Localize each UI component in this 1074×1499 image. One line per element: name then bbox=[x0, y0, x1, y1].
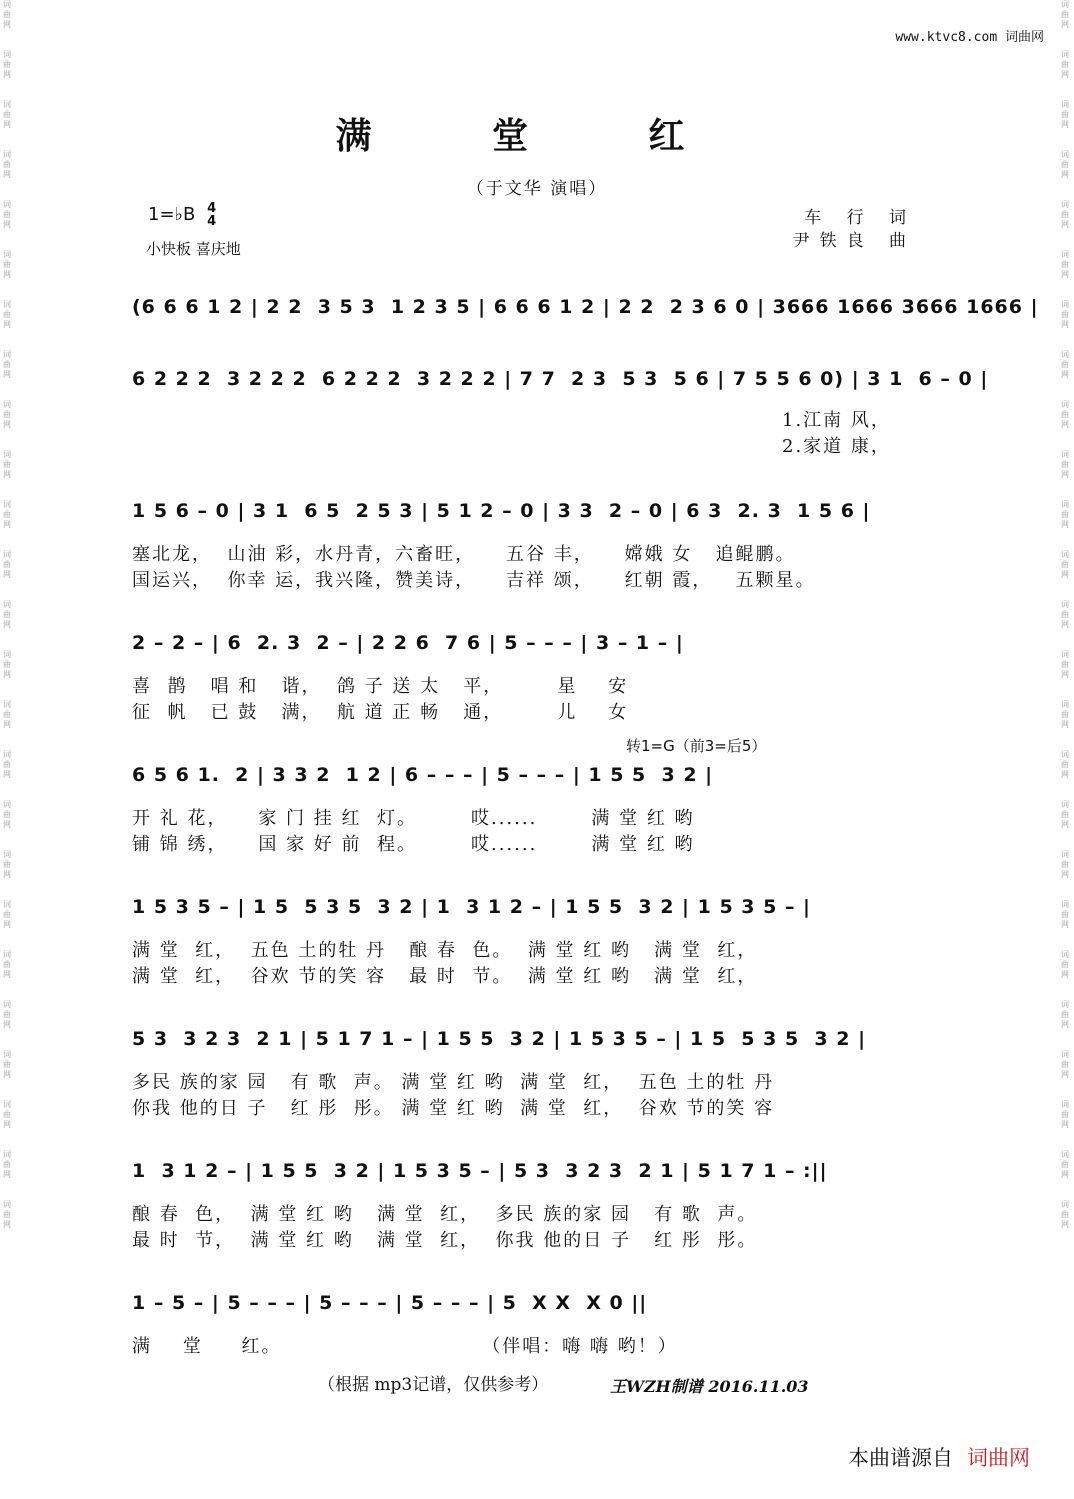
notation-line: 1 5 3 5 – | 1 5 5 3 5 3 2 | 1 3 1 2 – | 1 5 5 3 2 | 1 5 3 5 – | bbox=[132, 896, 811, 918]
lyric-line-2: 最 时 节， 满 堂 红 哟 满 堂 红， 你我 他的日 子 红 彤 彤。 bbox=[132, 1230, 758, 1251]
time-signature bbox=[207, 202, 216, 228]
lyric-line-2: 铺 锦 绣， 国 家 好 前 程。 哎...... 满 堂 红 哟 bbox=[132, 834, 695, 855]
lyricist-credit: 车 行 词 bbox=[804, 208, 916, 228]
notation-line: 1 – 5 – | 5 – – – | 5 – – – | 5 – – – | 5 X X X 0 || bbox=[132, 1292, 648, 1314]
footnote: （根据 mp3记谱，仅供参考） bbox=[318, 1375, 549, 1395]
source-brand[interactable]: 词曲网 bbox=[967, 1446, 1030, 1470]
lyric-line-2: 国运兴， 你幸 运，我兴隆，赞美诗， 吉祥 颂， 红朝 霞， 五颗星。 bbox=[132, 570, 816, 591]
notation-line: 5 3 3 2 3 2 1 | 5 1 7 1 – | 1 5 5 3 2 | 1 5 3 5 – | 1 5 5 3 5 3 2 | bbox=[132, 1028, 867, 1050]
watermark-right: 词 曲 网 词 曲 网 词 曲 网 词 曲 网 词 曲 网 词 曲 网 词 曲 网 词 曲 网 词 曲 网 词 曲 网 词 曲 网 词 曲 网 词 曲 网 词 曲 网 词 曲 网 词 曲 网 词 曲 网 词 曲 网 词 曲 网 词 曲 网 词 曲 网 词 曲 网 词 曲 网 词 曲 网 词 曲 网 bbox=[1061, 0, 1069, 1229]
lyric-line-1: 1.江南 风， bbox=[782, 410, 891, 431]
score-system-6 bbox=[132, 890, 950, 987]
score-system-2 bbox=[132, 362, 989, 457]
source-prefix: 本曲谱源自 bbox=[848, 1446, 953, 1470]
notation-line: 1 5 6 – 0 | 3 1 6 5 2 5 3 | 5 1 2 – 0 | 3 3 2 – 0 | 6 3 2. 3 1 5 6 | bbox=[132, 500, 871, 522]
lyric-line-1: 多民 族的家 园 有 歌 声。 满 堂 红 哟 满 堂 红， 五色 土的牡 丹 bbox=[132, 1072, 775, 1093]
site-url[interactable] bbox=[895, 26, 1044, 45]
lyric-line-2: 2.家道 康， bbox=[782, 436, 891, 457]
composer-credit: 尹铁良 曲 bbox=[792, 231, 916, 251]
score-system-1 bbox=[132, 290, 1039, 354]
transcriber-signature: 王WZH制谱 2016.11.03 bbox=[610, 1377, 809, 1396]
song-subtitle: （于文华 演唱） bbox=[466, 179, 608, 199]
score-system-4 bbox=[132, 626, 950, 723]
score-system-9 bbox=[132, 1286, 950, 1357]
score-system-5 bbox=[132, 758, 950, 855]
lyric-line-2: 你我 他的日 子 红 彤 彤。 满 堂 红 哟 满 堂 红， 谷欢 节的笑 容 bbox=[132, 1098, 775, 1119]
tempo-marking: 小快板 喜庆地 bbox=[146, 240, 241, 258]
lyric-line-1: 喜 鹊 唱 和 谐， 鸽 子 送 太 平， 星 安 bbox=[132, 676, 629, 697]
lyric-line-1: 塞北龙， 山油 彩，水丹青，六畜旺， 五谷 丰， 嫦娥 女 追鲲鹏。 bbox=[132, 544, 796, 565]
modulation-marking: 转1=G（前3=后5） bbox=[626, 737, 767, 755]
notation-line: 6 5 6 1. 2 | 3 3 2 1 2 | 6 – – – | 5 – – – | 1 5 5 3 2 | bbox=[132, 764, 714, 786]
lyric-line-2: 满 堂 红， 谷欢 节的笑 容 最 时 节。 满 堂 红 哟 满 堂 红， bbox=[132, 966, 758, 987]
key-signature bbox=[148, 202, 216, 228]
lyric-line-1: 满 堂 红。 （伴唱：嗨 嗨 哟！） bbox=[132, 1336, 678, 1357]
key-text: 1=♭B bbox=[148, 204, 196, 225]
url-text: www.ktvc8.com bbox=[895, 30, 998, 45]
url-brand: 词曲网 bbox=[1004, 30, 1044, 45]
lyric-line-2: 征 帆 已 鼓 满， 航 道 正 畅 通， 儿 女 bbox=[132, 702, 629, 723]
notation-line: (6 6 6 1 2 | 2 2 3 5 3 1 2 3 5 | 6 6 6 1 2 | 2 2 2 3 6 0 | 3666 1666 3666 1666 | bbox=[132, 296, 1039, 318]
lyric-line-1: 开 礼 花， 家 门 挂 红 灯。 哎...... 满 堂 红 哟 bbox=[132, 808, 695, 829]
notation-line: 1 3 1 2 – | 1 5 5 3 2 | 1 5 3 5 – | 5 3 3 2 3 2 1 | 5 1 7 1 – :|| bbox=[132, 1160, 828, 1182]
source-credit bbox=[848, 1442, 1030, 1472]
time-top: 4 bbox=[207, 201, 217, 216]
score-system-3 bbox=[132, 494, 950, 591]
song-title: 满 堂 红 bbox=[335, 115, 739, 157]
score-system-8 bbox=[132, 1154, 950, 1251]
time-bottom: 4 bbox=[207, 214, 217, 229]
lyric-line-1: 酿 春 色， 满 堂 红 哟 满 堂 红， 多民 族的家 园 有 歌 声。 bbox=[132, 1204, 758, 1225]
lyric-line-1: 满 堂 红， 五色 土的牡 丹 酿 春 色。 满 堂 红 哟 满 堂 红， bbox=[132, 940, 758, 961]
notation-line: 6 2 2 2 3 2 2 2 6 2 2 2 3 2 2 2 | 7 7 2 3 5 3 5 6 | 7 5 5 6 0) | 3 1 6 – 0 | bbox=[132, 368, 989, 390]
notation-line: 2 – 2 – | 6 2. 3 2 – | 2 2 6 7 6 | 5 – – – | 3 – 1 – | bbox=[132, 632, 684, 654]
watermark-left: 词 曲 网 词 曲 网 词 曲 网 词 曲 网 词 曲 网 词 曲 网 词 曲 网 词 曲 网 词 曲 网 词 曲 网 词 曲 网 词 曲 网 词 曲 网 词 曲 网 词 曲 网 词 曲 网 词 曲 网 词 曲 网 词 曲 网 词 曲 网 词 曲 网 词 曲 网 词 曲 网 词 曲 网 词 曲 网 bbox=[3, 0, 11, 1229]
score-system-7 bbox=[132, 1022, 950, 1119]
